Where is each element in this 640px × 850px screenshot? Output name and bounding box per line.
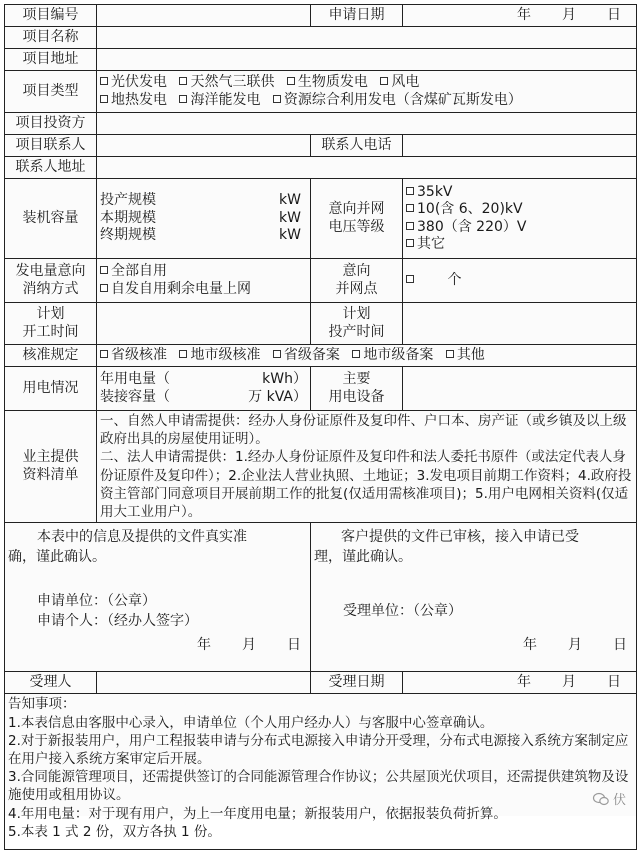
capacity-row[interactable] — [100, 210, 307, 228]
voltage-option[interactable] — [406, 236, 633, 254]
main-equipment-label — [311, 367, 403, 411]
consumption-option[interactable] — [100, 263, 307, 281]
voltage-options — [403, 179, 637, 259]
approval-label: 核准规定 — [5, 345, 97, 367]
wechat-icon — [593, 792, 609, 806]
docs-label-line: 资料清单 — [22, 466, 79, 483]
approval-option[interactable] — [179, 347, 260, 365]
notice-section — [5, 694, 637, 850]
project-investor-field[interactable] — [97, 113, 637, 135]
approval-options — [97, 345, 637, 367]
consumption-label — [5, 259, 97, 303]
acceptor-confirm-text: 客户提供的文件已审核，接入申请已受 — [341, 529, 579, 546]
capacity-row[interactable] — [100, 227, 307, 245]
contact-phone-field[interactable] — [403, 135, 637, 157]
checkbox-icon[interactable] — [100, 266, 108, 274]
consumption-label-line: 发电量意向 — [15, 263, 86, 279]
project-contact-field[interactable] — [97, 135, 311, 157]
applicant-unit-seal[interactable]: 申请单位：（公章） — [37, 593, 156, 610]
type-option-label: 海洋能发电 — [190, 91, 261, 108]
capacity-item-label: 终期规模 — [100, 227, 156, 244]
type-option-resource[interactable] — [273, 92, 522, 110]
plan-production-field[interactable] — [403, 303, 637, 345]
checkbox-icon[interactable] — [100, 350, 108, 358]
approval-option-label: 省级备案 — [283, 346, 340, 363]
checkbox-icon[interactable] — [100, 95, 108, 103]
watermark — [593, 789, 626, 808]
checkbox-icon[interactable] — [380, 77, 388, 85]
acceptor-confirm-date[interactable]: 年 月 日 — [523, 637, 628, 654]
checkbox-icon[interactable] — [287, 77, 295, 85]
notice-item: 3.合同能源管理项目，还需提供签订的合同能源管理合作协议；公共屋顶光伏项目，还需提供建筑物及设施使用或租用协议。 — [8, 769, 629, 804]
docs-label — [5, 411, 97, 523]
installed-capacity-row[interactable] — [100, 389, 307, 407]
notice-item: 1.本表信息由客服中心录入，申请单位（个人用户经办人）与客服中心签章确认。 — [8, 714, 494, 731]
project-no-field[interactable] — [97, 5, 311, 27]
approval-option-label: 地市级备案 — [363, 346, 434, 363]
type-option-label: 地热发电 — [111, 91, 167, 108]
type-option-biomass[interactable] — [287, 74, 368, 92]
consumption-option-label: 自发自用剩余电量上网 — [111, 280, 251, 297]
consumption-label-line: 消纳方式 — [22, 280, 79, 297]
applicant-confirm-text: 确，谨此确认。 — [8, 549, 106, 566]
type-option-label: 资源综合利用发电（含煤矿瓦斯发电） — [283, 91, 522, 108]
voltage-option-label: 其它 — [417, 236, 445, 252]
grid-point-field[interactable] — [403, 259, 637, 303]
type-option-geothermal[interactable] — [100, 92, 167, 110]
watermark-text: 伏 — [612, 793, 626, 808]
voltage-label-line: 意向并网 — [328, 201, 385, 217]
checkbox-icon[interactable] — [406, 187, 414, 195]
voltage-option[interactable] — [406, 219, 633, 237]
checkbox-icon[interactable] — [179, 350, 187, 358]
voltage-label-line: 电压等级 — [328, 218, 385, 235]
consumption-option[interactable] — [100, 281, 307, 299]
project-investor-label: 项目投资方 — [5, 113, 97, 135]
applicant-person-sign[interactable]: 申请个人：（经办人签字） — [37, 613, 198, 630]
checkbox-icon[interactable] — [273, 350, 281, 358]
capacity-unit: kW — [279, 192, 301, 209]
notice-title: 告知事项： — [8, 696, 76, 713]
type-option-wind[interactable] — [380, 74, 419, 92]
notice-item: 4.年用电量：对于现有用户，为上一年度用电量；新报装用户，依据报装负荷折算。 — [8, 805, 507, 822]
applicant-confirm-date[interactable]: 年 月 日 — [197, 637, 302, 654]
type-option-pv[interactable] — [100, 74, 167, 92]
project-type-label: 项目类型 — [5, 71, 97, 113]
approval-option-label: 地市级核准 — [190, 346, 261, 363]
voltage-label — [311, 179, 403, 259]
project-address-field[interactable] — [97, 49, 637, 71]
voltage-option[interactable] — [406, 184, 633, 202]
checkbox-icon[interactable] — [273, 95, 281, 103]
accept-date-label: 受理日期 — [311, 672, 403, 694]
voltage-option[interactable] — [406, 201, 633, 219]
type-option-label: 光伏发电 — [111, 74, 167, 90]
docs-label-line: 业主提供 — [22, 449, 79, 466]
acceptor-label: 受理人 — [5, 672, 97, 694]
acceptor-confirm — [311, 523, 637, 672]
plan-start-label-line: 计划 — [36, 306, 65, 322]
installed-capacity-label: 装接容量（ — [100, 388, 170, 405]
grid-point-label-line: 意向 — [342, 263, 371, 279]
project-no-label: 项目编号 — [5, 5, 97, 27]
plan-production-label-line: 投产时间 — [328, 323, 385, 340]
acceptor-field[interactable] — [97, 672, 311, 694]
type-option-ocean[interactable] — [179, 92, 260, 110]
approval-option[interactable] — [273, 347, 340, 365]
consumption-option-label: 全部自用 — [111, 263, 167, 279]
annual-usage-unit: kWh） — [262, 371, 307, 387]
approval-option-label: 其他 — [456, 346, 485, 363]
checkbox-icon[interactable] — [179, 77, 187, 85]
applicant-confirm — [5, 523, 311, 672]
grid-point-label — [311, 259, 403, 303]
plan-start-label — [5, 303, 97, 345]
voltage-option-label: 35kV — [417, 183, 453, 200]
checkbox-icon[interactable] — [406, 239, 414, 247]
notice-item: 2.对于新报装用户，用户工程报装申请与分布式电源接入申请分开受理，分布式电源接入系统方案制定应在用户接入系统方案审定后开展。 — [8, 732, 629, 767]
checkbox-icon[interactable] — [406, 275, 414, 283]
capacity-unit: kW — [279, 227, 301, 244]
grid-point-label-line: 并网点 — [335, 280, 378, 297]
project-name-label: 项目名称 — [5, 27, 97, 49]
docs-item-legal-person: 二、法人申请需提供：1.经办人身份证原件及复印件和法人委托书原件（或法定代表人身份证原件及复印件）；2.企业法人营业执照、土地证；3.发电项目前期工作资料；4.政府投资主管部门同意项目开展前期工作的批复(仅适用需核准项目)；5.用户电网相关资料(仅适用大工业用户）。 — [100, 449, 632, 521]
consumption-options — [97, 259, 311, 303]
capacity-item-label: 本期规模 — [100, 209, 156, 226]
plan-production-label-line: 计划 — [342, 306, 371, 322]
checkbox-icon[interactable] — [179, 95, 187, 103]
main-equipment-label-line: 用电设备 — [328, 388, 385, 405]
accept-date-field[interactable]: 年 月 日 — [403, 672, 637, 694]
capacity-fields — [97, 179, 311, 259]
plan-start-field[interactable] — [97, 303, 311, 345]
type-option-label: 风电 — [391, 74, 420, 90]
project-contact-label: 项目联系人 — [5, 135, 97, 157]
grid-point-unit: 个 — [447, 271, 462, 288]
voltage-option-label: 380（含 220）V — [417, 218, 527, 235]
approval-option-label: 省级核准 — [111, 346, 167, 363]
docs-list — [97, 411, 637, 523]
contact-phone-label: 联系人电话 — [311, 135, 403, 157]
main-equipment-field[interactable] — [403, 367, 637, 411]
capacity-row[interactable] — [100, 192, 307, 210]
docs-item-natural-person: 一、自然人申请需提供：经办人身份证原件及复印件、户口本、房产证（或乡镇及以上级政府出具的房屋使用证明）。 — [100, 413, 627, 448]
usage-label: 用电情况 — [5, 367, 97, 411]
main-equipment-label-line: 主要 — [342, 371, 371, 387]
checkbox-icon[interactable] — [100, 284, 108, 292]
approval-option[interactable] — [100, 347, 167, 365]
checkbox-icon[interactable] — [100, 77, 108, 85]
capacity-unit: kW — [279, 209, 301, 226]
apply-date-label: 申请日期 — [311, 5, 403, 27]
checkbox-icon[interactable] — [406, 204, 414, 212]
type-option-label: 生物质发电 — [297, 74, 368, 90]
acceptor-confirm-text: 理，谨此确认。 — [314, 549, 412, 566]
accept-unit-seal[interactable]: 受理单位：（公章） — [343, 603, 462, 620]
type-option-gas-cchp[interactable] — [179, 74, 274, 92]
capacity-item-label: 投产规模 — [100, 192, 156, 209]
checkbox-icon[interactable] — [352, 350, 360, 358]
plan-production-label — [311, 303, 403, 345]
application-form — [4, 4, 637, 850]
capacity-label: 装机容量 — [5, 179, 97, 259]
usage-fields — [97, 367, 311, 411]
checkbox-icon[interactable] — [446, 350, 454, 358]
type-option-label: 天然气三联供 — [190, 74, 275, 90]
annual-usage-label: 年用电量（ — [100, 371, 170, 387]
approval-option[interactable] — [446, 347, 485, 365]
project-type-options — [97, 71, 637, 113]
contact-address-label: 联系人地址 — [5, 157, 97, 179]
installed-capacity-unit: 万 kVA） — [248, 388, 307, 405]
voltage-option-label: 10(含 6、20)kV — [417, 201, 523, 217]
application-form-sheet — [4, 4, 636, 840]
annual-usage-row[interactable] — [100, 371, 307, 389]
project-address-label: 项目地址 — [5, 49, 97, 71]
apply-date-field[interactable]: 年 月 日 — [403, 5, 637, 27]
project-name-field[interactable] — [97, 27, 637, 49]
notice-item: 5.本表 1 式 2 份，双方各执 1 份。 — [8, 823, 221, 840]
contact-address-field[interactable] — [97, 157, 637, 179]
checkbox-icon[interactable] — [406, 222, 414, 230]
applicant-confirm-text: 本表中的信息及提供的文件真实准 — [37, 529, 247, 546]
approval-option[interactable] — [352, 347, 433, 365]
plan-start-label-line: 开工时间 — [22, 323, 79, 340]
